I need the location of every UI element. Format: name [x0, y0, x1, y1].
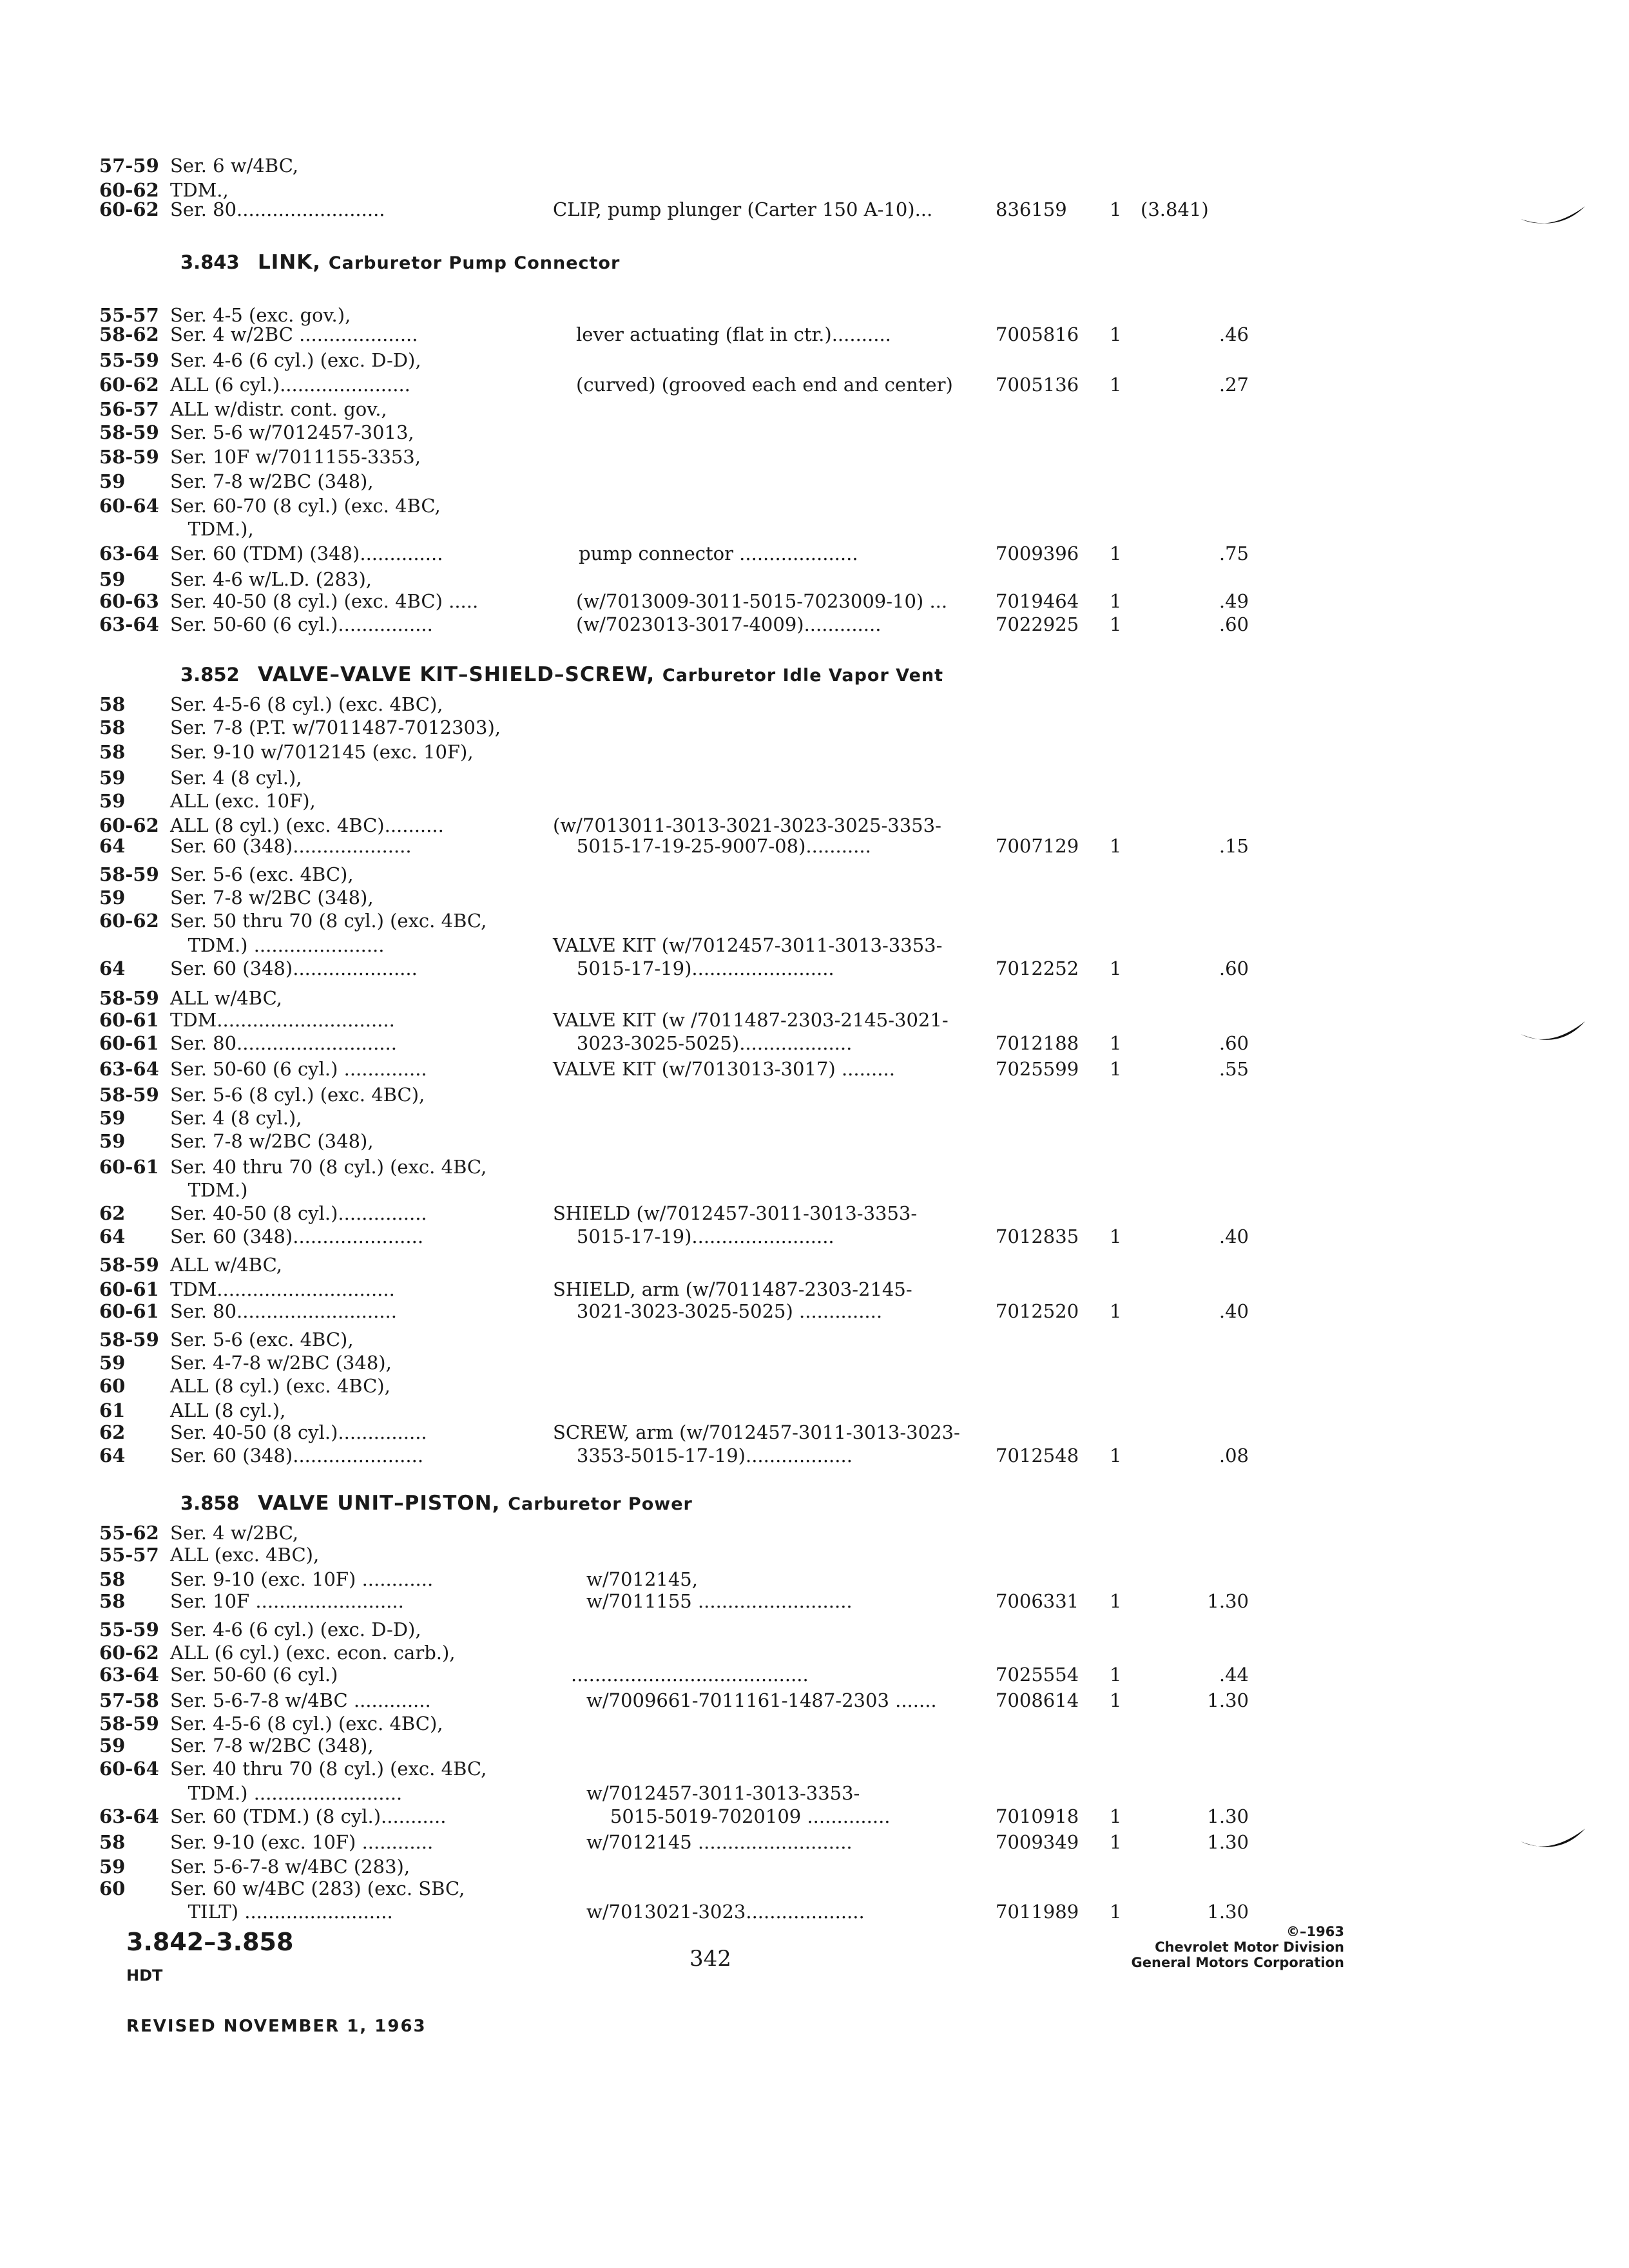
- quantity: 1: [1110, 1664, 1122, 1686]
- part-number: 7010918: [996, 1805, 1079, 1827]
- series-desc: Ser. 7-8 w/2BC (348),: [170, 887, 374, 908]
- section-title: LINK,: [258, 251, 322, 274]
- price: .40: [1219, 1300, 1249, 1322]
- part-desc: 5015-17-19)........................: [553, 957, 834, 979]
- series-desc: Ser. 60 (348)....................: [170, 835, 412, 857]
- quantity: 1: [1110, 1901, 1122, 1923]
- quantity: 1: [1110, 1805, 1122, 1827]
- section-number: 3.858: [180, 1492, 240, 1514]
- price: .40: [1219, 1225, 1249, 1247]
- copyright: ©–1963: [1286, 1924, 1344, 1939]
- year-range: 58: [99, 1568, 126, 1590]
- price: .60: [1219, 957, 1249, 979]
- series-desc: TDM.),: [170, 518, 254, 540]
- series-desc: Ser. 4-6 (6 cyl.) (exc. D-D),: [170, 349, 421, 371]
- price: .60: [1219, 1032, 1249, 1054]
- year-range: 58: [99, 741, 126, 763]
- binder-hole-mark-icon: [1514, 1817, 1592, 1862]
- year-range: 58: [99, 1590, 126, 1612]
- binder-hole-mark-icon: [1514, 1012, 1592, 1057]
- part-desc: VALVE KIT (w/7013013-3017) .........: [553, 1058, 895, 1080]
- part-desc: 5015-17-19-25-9007-08)...........: [553, 835, 871, 857]
- section-subtitle: Carburetor Idle Vapor Vent: [662, 666, 944, 686]
- year-range: 59: [99, 887, 126, 908]
- year-range: 58-59: [99, 1084, 159, 1106]
- section-number: 3.852: [180, 664, 240, 686]
- quantity: 1: [1110, 198, 1122, 220]
- price: 1.30: [1207, 1590, 1249, 1612]
- year-range: 60: [99, 1878, 126, 1899]
- year-range: 55-57: [99, 1544, 159, 1566]
- series-desc: Ser. 4 w/2BC ....................: [170, 323, 418, 345]
- series-desc: Ser. 4-5 (exc. gov.),: [170, 304, 351, 326]
- series-desc: Ser. 4 (8 cyl.),: [170, 1107, 302, 1129]
- series-desc: Ser. 5-6 (exc. 4BC),: [170, 1329, 354, 1350]
- price: 1.30: [1207, 1831, 1249, 1853]
- series-desc: Ser. 60-70 (8 cyl.) (exc. 4BC,: [170, 495, 441, 517]
- quantity: 1: [1110, 613, 1122, 635]
- quantity: 1: [1110, 374, 1122, 396]
- table-row: [0, 1897, 1629, 1927]
- series-desc: ALL (6 cyl.) (exc. econ. carb.),: [170, 1642, 456, 1664]
- part-desc: 3353-5015-17-19)..................: [553, 1445, 853, 1466]
- series-desc: TDM.) .........................: [170, 1782, 403, 1804]
- part-number: 7005816: [996, 323, 1079, 345]
- quantity: 1: [1110, 957, 1122, 979]
- part-desc: w/7012145,: [586, 1568, 698, 1590]
- part-number: 7019464: [996, 590, 1079, 612]
- year-range: 60-61: [99, 1009, 159, 1031]
- section-title: VALVE–VALVE KIT–SHIELD–SCREW,: [258, 663, 655, 686]
- part-desc: (curved) (grooved each end and center): [576, 374, 953, 396]
- series-desc: Ser. 40-50 (8 cyl.) (exc. 4BC) .....: [170, 590, 479, 612]
- year-range: 60-64: [99, 1758, 159, 1780]
- series-desc: Ser. 80...........................: [170, 1300, 397, 1322]
- series-desc: Ser. 9-10 w/7012145 (exc. 10F),: [170, 741, 474, 763]
- year-range: 58: [99, 716, 126, 738]
- part-desc: VALVE KIT (w/7012457-3011-3013-3353-: [553, 934, 943, 956]
- quantity: 1: [1110, 323, 1122, 345]
- section-subtitle: Carburetor Pump Connector: [328, 253, 621, 273]
- quantity: 1: [1110, 543, 1122, 564]
- series-desc: Ser. 4 (8 cyl.),: [170, 767, 302, 789]
- part-desc: SCREW, arm (w/7012457-3011-3013-3023-: [553, 1421, 960, 1443]
- price: .75: [1219, 543, 1249, 564]
- year-range: 60-64: [99, 495, 159, 517]
- series-desc: Ser. 40-50 (8 cyl.)...............: [170, 1202, 427, 1224]
- series-desc: Ser. 60 (348).....................: [170, 957, 418, 979]
- quantity: 1: [1110, 1225, 1122, 1247]
- year-range: 58-59: [99, 421, 159, 443]
- year-range: 61: [99, 1399, 126, 1421]
- year-range: 60-62: [99, 1642, 159, 1664]
- series-desc: Ser. 5-6-7-8 w/4BC .............: [170, 1689, 431, 1711]
- series-desc: ALL (exc. 4BC),: [170, 1544, 320, 1566]
- price: .55: [1219, 1058, 1249, 1080]
- quantity: 1: [1110, 1058, 1122, 1080]
- part-desc: w/7009661-7011161-1487-2303 .......: [586, 1689, 937, 1711]
- copyright-block: [1121, 1924, 1344, 1970]
- year-range: 58: [99, 1831, 126, 1853]
- year-range: 55-59: [99, 1619, 159, 1640]
- part-number: 836159: [996, 198, 1067, 220]
- part-desc: w/7012145 ..........................: [586, 1831, 853, 1853]
- year-range: 56-57: [99, 398, 159, 420]
- series-desc: ALL w/distr. cont. gov.,: [170, 398, 387, 420]
- quantity: 1: [1110, 1831, 1122, 1853]
- part-desc: CLIP, pump plunger (Carter 150 A-10)...: [553, 198, 933, 220]
- series-desc: ALL w/4BC,: [170, 987, 282, 1009]
- year-range: 59: [99, 767, 126, 789]
- catalog-code: HDT: [126, 1966, 163, 1984]
- year-range: 60-61: [99, 1156, 159, 1178]
- year-range: 57-58: [99, 1689, 159, 1711]
- series-desc: ALL (8 cyl.) (exc. 4BC)..........: [170, 814, 444, 836]
- quantity: 1: [1110, 590, 1122, 612]
- part-number: 7007129: [996, 835, 1079, 857]
- part-desc: 5015-5019-7020109 ..............: [586, 1805, 891, 1827]
- series-desc: ALL (6 cyl.)......................: [170, 374, 410, 396]
- price: .44: [1219, 1664, 1249, 1686]
- series-desc: Ser. 4-6 (6 cyl.) (exc. D-D),: [170, 1619, 421, 1640]
- section-subtitle: Carburetor Power: [508, 1494, 693, 1514]
- year-range: 59: [99, 790, 126, 812]
- part-number: 7025554: [996, 1664, 1079, 1686]
- year-range: 59: [99, 1352, 126, 1374]
- part-number: 7005136: [996, 374, 1079, 396]
- part-number: 7025599: [996, 1058, 1079, 1080]
- price: .49: [1219, 590, 1249, 612]
- part-number: 7008614: [996, 1689, 1079, 1711]
- year-range: 60-62: [99, 814, 159, 836]
- section-number: 3.843: [180, 251, 240, 273]
- series-desc: Ser. 10F .........................: [170, 1590, 404, 1612]
- year-range: 60-62: [99, 374, 159, 396]
- table-row: [0, 1441, 1629, 1470]
- year-range: 63-64: [99, 1805, 159, 1827]
- year-range: 58-62: [99, 323, 159, 345]
- series-desc: Ser. 50-60 (6 cyl.) ..............: [170, 1058, 427, 1080]
- part-desc: 3023-3025-5025)...................: [553, 1032, 853, 1054]
- quantity: 1: [1110, 835, 1122, 857]
- series-desc: ALL (8 cyl.),: [170, 1399, 286, 1421]
- quantity: 1: [1110, 1300, 1122, 1322]
- page-range: 3.842–3.858: [126, 1928, 294, 1956]
- year-range: 59: [99, 1107, 126, 1129]
- division: Chevrolet Motor Division: [1155, 1939, 1344, 1955]
- year-range: 58-59: [99, 1713, 159, 1735]
- section-heading: [0, 1487, 1629, 1519]
- part-number: 7009349: [996, 1831, 1079, 1853]
- year-range: 63-64: [99, 1664, 159, 1686]
- series-desc: ALL w/4BC,: [170, 1254, 282, 1276]
- year-range: 57-59: [99, 155, 159, 177]
- price: .27: [1219, 374, 1249, 396]
- series-desc: Ser. 4-5-6 (8 cyl.) (exc. 4BC),: [170, 693, 443, 715]
- year-range: 64: [99, 1225, 126, 1247]
- part-desc: pump connector ....................: [579, 543, 858, 564]
- year-range: 58-59: [99, 1254, 159, 1276]
- series-desc: Ser. 4-7-8 w/2BC (348),: [170, 1352, 392, 1374]
- quantity: 1: [1110, 1689, 1122, 1711]
- series-desc: Ser. 9-10 (exc. 10F) ............: [170, 1831, 434, 1853]
- year-range: 58-59: [99, 987, 159, 1009]
- price: 1.30: [1207, 1901, 1249, 1923]
- part-desc: ........................................: [571, 1664, 809, 1686]
- table-row: [0, 831, 1629, 861]
- price: .15: [1219, 835, 1249, 857]
- series-desc: Ser. 40-50 (8 cyl.)...............: [170, 1421, 427, 1443]
- table-row: [0, 1586, 1629, 1616]
- quantity: 1: [1110, 1590, 1122, 1612]
- part-desc: VALVE KIT (w /7011487-2303-2145-3021-: [553, 1009, 949, 1031]
- part-desc: SHIELD, arm (w/7011487-2303-2145-: [553, 1278, 912, 1300]
- series-desc: Ser. 40 thru 70 (8 cyl.) (exc. 4BC,: [170, 1758, 487, 1780]
- series-desc: TDM.): [170, 1179, 248, 1201]
- year-range: 59: [99, 1856, 126, 1878]
- year-range: 63-64: [99, 543, 159, 564]
- part-desc: w/7011155 ..........................: [586, 1590, 853, 1612]
- year-range: 60-61: [99, 1032, 159, 1054]
- year-range: 58-59: [99, 863, 159, 885]
- price: (3.841): [1141, 198, 1209, 220]
- year-range: 63-64: [99, 1058, 159, 1080]
- series-desc: Ser. 5-6 w/7012457-3013,: [170, 421, 414, 443]
- price: .46: [1219, 323, 1249, 345]
- part-number: 7012188: [996, 1032, 1079, 1054]
- series-desc: TDM..............................: [170, 1278, 395, 1300]
- part-desc: w/7012457-3011-3013-3353-: [586, 1782, 860, 1804]
- table-row: [0, 1296, 1629, 1326]
- series-desc: Ser. 60 w/4BC (283) (exc. SBC,: [170, 1878, 465, 1899]
- year-range: 60-62: [99, 179, 159, 201]
- series-desc: Ser. 10F w/7011155-3353,: [170, 446, 421, 468]
- price: .60: [1219, 613, 1249, 635]
- series-desc: Ser. 5-6 (exc. 4BC),: [170, 863, 354, 885]
- section-title: VALVE UNIT–PISTON,: [258, 1492, 501, 1515]
- series-desc: Ser. 50 thru 70 (8 cyl.) (exc. 4BC,: [170, 910, 487, 932]
- series-desc: Ser. 7-8 w/2BC (348),: [170, 470, 374, 492]
- page-number: 342: [689, 1946, 731, 1972]
- series-desc: Ser. 6 w/4BC,: [170, 155, 299, 177]
- price: .08: [1219, 1445, 1249, 1466]
- part-number: 7006331: [996, 1590, 1079, 1612]
- series-desc: Ser. 4-5-6 (8 cyl.) (exc. 4BC),: [170, 1713, 443, 1735]
- series-desc: Ser. 9-10 (exc. 10F) ............: [170, 1568, 434, 1590]
- series-desc: Ser. 7-8 w/2BC (348),: [170, 1130, 374, 1152]
- series-desc: Ser. 60 (TDM) (348)..............: [170, 543, 443, 564]
- series-desc: TDM.) ......................: [170, 934, 385, 956]
- year-range: 62: [99, 1202, 126, 1224]
- part-desc: SHIELD (w/7012457-3011-3013-3353-: [553, 1202, 918, 1224]
- year-range: 60-61: [99, 1300, 159, 1322]
- part-desc: lever actuating (flat in ctr.)..........: [576, 323, 891, 345]
- series-desc: Ser. 60 (348)......................: [170, 1225, 424, 1247]
- year-range: 58-59: [99, 1329, 159, 1350]
- series-desc: Ser. 60 (TDM.) (8 cyl.)...........: [170, 1805, 447, 1827]
- series-desc: Ser. 5-6 (8 cyl.) (exc. 4BC),: [170, 1084, 425, 1106]
- series-desc: TDM..............................: [170, 1009, 395, 1031]
- year-range: 60-61: [99, 1278, 159, 1300]
- year-range: 59: [99, 1735, 126, 1756]
- corporation: General Motors Corporation: [1131, 1955, 1344, 1970]
- year-range: 64: [99, 1445, 126, 1466]
- series-desc: Ser. 40 thru 70 (8 cyl.) (exc. 4BC,: [170, 1156, 487, 1178]
- year-range: 55-57: [99, 304, 159, 326]
- part-number: 7012252: [996, 957, 1079, 979]
- part-desc: 3021-3023-3025-5025) ..............: [553, 1300, 883, 1322]
- table-row: [0, 610, 1629, 639]
- series-desc: TILT) .........................: [170, 1901, 393, 1923]
- binder-hole-mark-icon: [1514, 193, 1592, 238]
- series-desc: Ser. 50-60 (6 cyl.)................: [170, 613, 433, 635]
- series-desc: Ser. 7-8 w/2BC (348),: [170, 1735, 374, 1756]
- year-range: 62: [99, 1421, 126, 1443]
- year-range: 59: [99, 1130, 126, 1152]
- series-desc: Ser. 60 (348)......................: [170, 1445, 424, 1466]
- year-range: 58-59: [99, 446, 159, 468]
- year-range: 59: [99, 568, 126, 590]
- table-row: [0, 195, 1629, 224]
- year-range: 60-63: [99, 590, 159, 612]
- year-range: 63-64: [99, 613, 159, 635]
- quantity: 1: [1110, 1032, 1122, 1054]
- year-range: 55-62: [99, 1522, 159, 1544]
- part-number: 7022925: [996, 613, 1079, 635]
- year-range: 64: [99, 835, 126, 857]
- part-desc: (w/7013011-3013-3021-3023-3025-3353-: [553, 814, 941, 836]
- part-number: 7012520: [996, 1300, 1079, 1322]
- part-number: 7011989: [996, 1901, 1079, 1923]
- series-desc: Ser. 4 w/2BC,: [170, 1522, 299, 1544]
- part-number: 7009396: [996, 543, 1079, 564]
- series-desc: ALL (exc. 10F),: [170, 790, 316, 812]
- section-heading: [0, 658, 1629, 691]
- series-desc: ALL (8 cyl.) (exc. 4BC),: [170, 1375, 390, 1397]
- price: 1.30: [1207, 1689, 1249, 1711]
- part-desc: w/7013021-3023....................: [586, 1901, 865, 1923]
- price: 1.30: [1207, 1805, 1249, 1827]
- year-range: 60-62: [99, 198, 159, 220]
- part-desc: (w/7013009-3011-5015-7023009-10) ...: [576, 590, 948, 612]
- year-range: 64: [99, 957, 126, 979]
- part-number: 7012548: [996, 1445, 1079, 1466]
- section-heading: [0, 246, 1629, 278]
- series-desc: TDM.,: [170, 179, 229, 201]
- part-number: 7012835: [996, 1225, 1079, 1247]
- quantity: 1: [1110, 1445, 1122, 1466]
- series-desc: Ser. 80...........................: [170, 1032, 397, 1054]
- part-desc: 5015-17-19)........................: [553, 1225, 834, 1247]
- part-desc: (w/7023013-3017-4009).............: [576, 613, 882, 635]
- year-range: 55-59: [99, 349, 159, 371]
- series-desc: Ser. 80.........................: [170, 198, 385, 220]
- series-desc: Ser. 4-6 w/L.D. (283),: [170, 568, 372, 590]
- year-range: 60-62: [99, 910, 159, 932]
- year-range: 58: [99, 693, 126, 715]
- year-range: 60: [99, 1375, 126, 1397]
- series-desc: Ser. 5-6-7-8 w/4BC (283),: [170, 1856, 410, 1878]
- series-desc: Ser. 50-60 (6 cyl.): [170, 1664, 338, 1686]
- year-range: 59: [99, 470, 126, 492]
- series-desc: Ser. 7-8 (P.T. w/7011487-7012303),: [170, 716, 501, 738]
- revised-date: REVISED NOVEMBER 1, 1963: [126, 2017, 427, 2036]
- table-row: [0, 1222, 1629, 1251]
- table-row: [0, 954, 1629, 983]
